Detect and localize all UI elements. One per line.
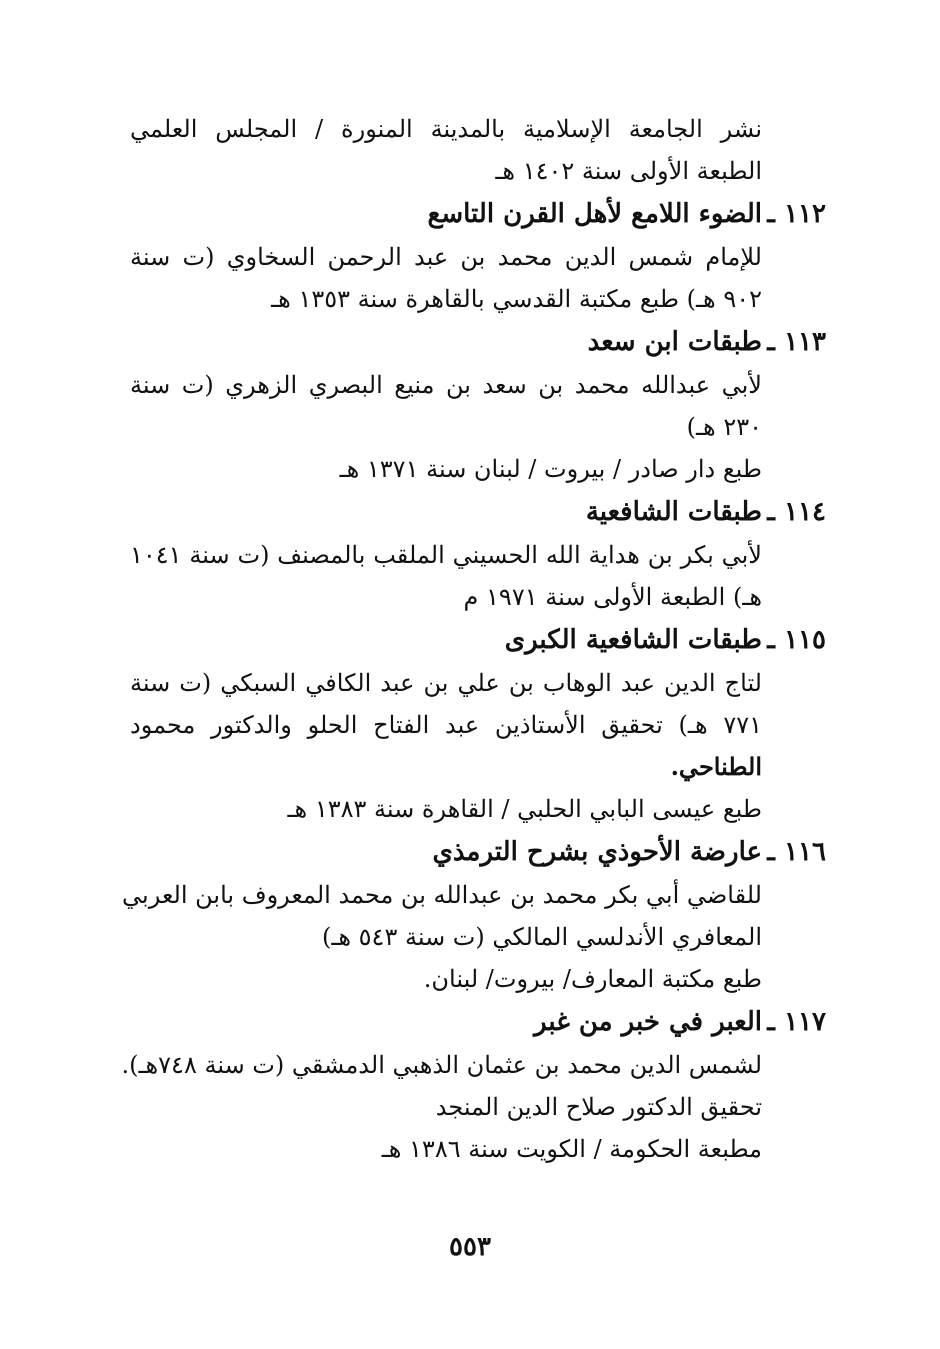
- entry-115-line-4: طبع عيسى البابي الحلبي / القاهرة سنة ١٣٨٣ هـ: [287, 795, 762, 823]
- entry-number: ١١٦: [784, 837, 826, 867]
- entry-116-line-3: طبع مكتبة المعارف/ بيروت/ لبنان.: [423, 965, 762, 993]
- entry-title: طبقات ابن سعد: [587, 327, 762, 357]
- entry-dash: ـ: [767, 625, 775, 655]
- entry-113-line-2: ٢٣٠ هـ): [686, 413, 762, 441]
- entry-number: ١١٧: [784, 1007, 826, 1037]
- entry-number: ١١٤: [784, 497, 826, 527]
- entry-title: العبر في خبر من غبر: [534, 1007, 762, 1037]
- entry-117-line-2: تحقيق الدكتور صلاح الدين المنجد: [435, 1093, 762, 1121]
- entry-dash: ـ: [767, 497, 775, 527]
- entry-115-line-2: ٧٧١ هـ) تحقيق الأستاذين عبد الفتاح الحلو والدكتور محمود: [130, 711, 762, 739]
- entry-dash: ـ: [767, 1007, 775, 1037]
- entry-number: ١١٢: [784, 199, 826, 229]
- entry-dash: ـ: [767, 199, 775, 229]
- entry-dash: ـ: [767, 327, 775, 357]
- entry-117-heading: [130, 1000, 826, 1044]
- entry-114-heading: [130, 490, 826, 534]
- entry-title: طبقات الشافعية الكبرى: [504, 625, 762, 655]
- page-number: ٥٥٣: [449, 1232, 491, 1262]
- entry-114-line-2: هـ) الطبعة الأولى سنة ١٩٧١ م: [463, 583, 762, 611]
- entry-117-line-1: لشمس الدين محمد بن عثمان الذهبي الدمشقي (ت سنة ٧٤٨هـ).: [121, 1051, 762, 1079]
- entry-113-line-1: لأبي عبدالله محمد بن سعد بن منيع البصري الزهري (ت سنة: [130, 371, 762, 399]
- entry-116-heading: [130, 830, 826, 874]
- entry-number: ١١٣: [784, 327, 826, 357]
- entry-116-line-2: المعافري الأندلسي المالكي (ت سنة ٥٤٣ هـ): [321, 923, 762, 951]
- entry-113-heading: [130, 320, 826, 364]
- entry-title: طبقات الشافعية: [585, 497, 762, 527]
- entry-112-line-2: ٩٠٢ هـ) طبع مكتبة القدسي بالقاهرة سنة ١٣٥٣ هـ: [271, 285, 762, 313]
- entry-title: عارضة الأحوذي بشرح الترمذي: [432, 837, 762, 867]
- entry-number: ١١٥: [784, 625, 826, 655]
- entry-115-heading: [130, 618, 826, 662]
- entry-title: الضوء اللامع لأهل القرن التاسع: [427, 199, 762, 229]
- entry-115-line-1: لتاج الدين عبد الوهاب بن علي بن عبد الكافي السبكي (ت سنة: [130, 669, 762, 697]
- entry-113-line-3: طبع دار صادر / بيروت / لبنان سنة ١٣٧١ هـ: [339, 455, 762, 483]
- entry-112-heading: [130, 192, 826, 236]
- entry-114-line-1: لأبي بكر بن هداية الله الحسيني الملقب بالمصنف (ت سنة ١٠٤١: [130, 541, 762, 569]
- entry-116-line-1: للقاضي أبي بكر محمد بن عبدالله بن محمد المعروف بابن العربي: [122, 881, 762, 909]
- entry-112-line-1: للإمام شمس الدين محمد بن عبد الرحمن السخاوي (ت سنة: [130, 243, 762, 271]
- intro-line-2: الطبعة الأولى سنة ١٤٠٢ هـ: [495, 157, 762, 185]
- entry-115-line-3: الطناحي.: [670, 752, 762, 781]
- entry-dash: ـ: [767, 837, 775, 867]
- intro-line-1: نشر الجامعة الإسلامية بالمدينة المنورة / المجلس العلمي: [130, 115, 762, 143]
- entry-117-line-3: مطبعة الحكومة / الكويت سنة ١٣٨٦ هـ: [381, 1135, 762, 1163]
- bibliography-text: [121, 108, 826, 1170]
